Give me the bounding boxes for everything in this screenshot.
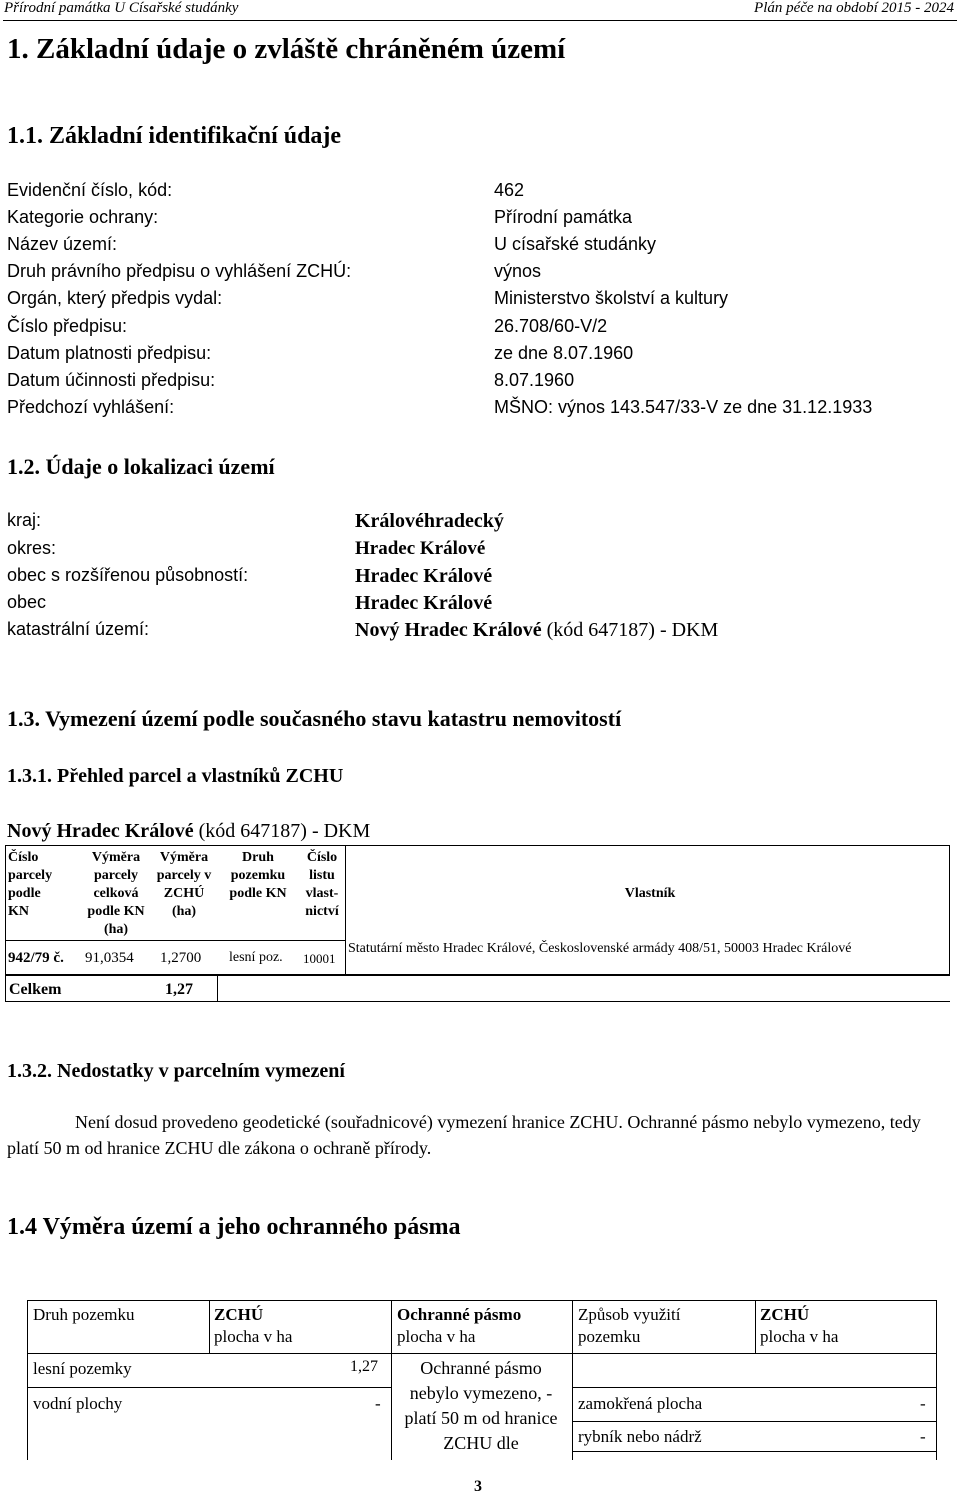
- cadastral-area-heading: [7, 820, 370, 843]
- id-value: 8.07.1960: [494, 370, 575, 390]
- id-label: Datum účinnosti předpisu:: [7, 370, 216, 390]
- id-label: Evidenční číslo, kód:: [7, 180, 173, 200]
- loc-value: Hradec Králové: [355, 538, 486, 559]
- cadastral-area-name: Nový Hradec Králové: [7, 820, 194, 842]
- loc-value: Hradec Králové: [355, 592, 493, 614]
- id-value: U císařské studánky: [494, 234, 657, 254]
- col-header-usage-unit: pozemku: [578, 1327, 641, 1346]
- loc-label: obec s rozšířenou působností:: [7, 565, 249, 585]
- row-forest-label: lesní pozemky: [33, 1359, 132, 1378]
- section-1-1-title: 1.1. Základní identifikační údaje: [7, 123, 342, 149]
- area-table-line: [27, 1387, 391, 1388]
- id-value: MŠNO: výnos 143.547/33-V ze dne 31.12.1933: [494, 397, 873, 417]
- parcel-table-line: [5, 975, 950, 976]
- col-header-zchu-usage-title: ZCHÚ: [760, 1305, 810, 1324]
- section-1-3-1-title: 1.3.1. Přehled parcel a vlastníků ZCHU: [7, 765, 344, 787]
- usage-pond-label: rybník nebo nádrž: [578, 1427, 702, 1446]
- id-value: ze dne 8.07.1960: [494, 343, 634, 363]
- total-label: Celkem: [9, 981, 62, 998]
- col-header-buffer-unit: plocha v ha: [397, 1327, 476, 1346]
- area-table-line: [572, 1451, 937, 1452]
- col-header-zchu-unit: plocha v ha: [214, 1327, 293, 1346]
- cadastral-area-code: (kód 647187) - DKM: [198, 820, 371, 842]
- boundary-deficiency-text: Není dosud provedeno geodetické (souřadnicové) vymezení hranice ZCHU. Ochranné pásmo nebylo vymezeno, tedy platí 50 m od hranice ZCHU dle zákona o ochraně přírody.: [7, 1112, 921, 1158]
- row-forest-value: 1,27: [350, 1358, 378, 1375]
- area-table-line: [936, 1300, 937, 1460]
- loc-label: katastrální území:: [7, 619, 150, 639]
- id-label: Datum platnosti předpisu:: [7, 343, 212, 363]
- parcel-lv-number: 10001: [303, 951, 336, 966]
- id-label: Orgán, který předpis vydal:: [7, 288, 223, 308]
- section-1-title: 1. Základní údaje o zvláště chráněném území: [7, 33, 566, 65]
- area-table-line: [209, 1300, 210, 1354]
- katastr-name: Nový Hradec Králové: [355, 619, 542, 641]
- section-1-2-title: 1.2. Údaje o lokalizaci území: [7, 454, 275, 479]
- col-header-lv-no: Číslo listu vlast- nictví: [305, 850, 339, 919]
- col-header-usage: [578, 1304, 680, 1348]
- header-divider: [3, 20, 957, 21]
- usage-pond-value: -: [920, 1427, 926, 1446]
- parcel-zchu-area: 1,2700: [160, 950, 202, 966]
- parcel-table-line: [345, 845, 346, 975]
- total-value: 1,27: [165, 981, 193, 998]
- loc-label: okres:: [7, 538, 57, 558]
- area-table-line: [572, 1300, 573, 1460]
- id-value: výnos: [494, 261, 542, 281]
- col-header-land-type: Druh pozemku podle KN: [229, 850, 287, 901]
- loc-label: obec: [7, 592, 47, 612]
- header-doc-title: Přírodní památka U Císařské studánky: [4, 0, 239, 16]
- section-1-3-title: 1.3. Vymezení území podle současného stavu katastru nemovitostí: [7, 706, 622, 731]
- col-header-total-area: Výměra parcely celková podle KN (ha): [87, 850, 145, 937]
- area-table-line: [27, 1300, 28, 1460]
- col-header-zchu-usage-unit: plocha v ha: [760, 1327, 839, 1346]
- header-plan-period: Plán péče na období 2015 - 2024: [754, 0, 954, 16]
- katastr-code: (kód 647187) - DKM: [546, 619, 719, 641]
- area-table-line: [755, 1300, 756, 1354]
- usage-wetland-value: -: [920, 1394, 926, 1413]
- loc-value: Královéhradecký: [355, 510, 504, 532]
- col-header-zchu-usage: [760, 1304, 838, 1348]
- id-label: Druh právního předpisu o vyhlášení ZCHÚ:: [7, 261, 352, 281]
- parcel-table-line: [5, 1001, 950, 1002]
- area-table-line: [27, 1353, 937, 1354]
- usage-wetland-label: zamokřená plocha: [578, 1394, 703, 1413]
- parcel-number: 942/79 č.: [8, 950, 64, 966]
- area-table-line: [572, 1387, 937, 1388]
- id-label: Číslo předpisu:: [7, 316, 128, 336]
- id-value: Ministerstvo školství a kultury: [494, 288, 729, 308]
- col-header-usage-title: Způsob využití: [578, 1305, 681, 1324]
- id-label: Předchozí vyhlášení:: [7, 397, 175, 417]
- buffer-zone-note: Ochranné pásmo nebylo vymezeno, - platí 50 m od hranice ZCHU dle: [404, 1358, 558, 1453]
- parcel-table-line: [5, 940, 345, 941]
- area-table-line: [572, 1421, 937, 1422]
- id-value: 462: [494, 180, 525, 200]
- parcel-total-area: 91,0354: [85, 950, 134, 966]
- col-header-parcel-no: Číslo parcely podle KN: [8, 850, 53, 919]
- loc-value: Hradec Králové: [355, 565, 493, 587]
- loc-value-katastr: [355, 619, 718, 642]
- parcel-table-line: [5, 975, 6, 1001]
- col-header-zchu: [214, 1304, 292, 1348]
- col-header-owner: Vlastník: [624, 886, 676, 901]
- col-header-zchu-area: Výměra parcely v ZCHÚ (ha): [156, 850, 212, 919]
- col-header-land-type: Druh pozemku: [33, 1305, 135, 1324]
- section-1-4-title: 1.4 Výměra území a jeho ochranného pásma: [7, 1214, 461, 1240]
- row-water-value: -: [375, 1394, 381, 1413]
- id-label: Název území:: [7, 234, 118, 254]
- area-table-line: [391, 1300, 392, 1460]
- col-header-buffer: [397, 1304, 521, 1348]
- parcel-land-type: lesní poz.: [229, 950, 283, 965]
- parcel-owner: Statutární město Hradec Králové, Československé armády 408/51, 50003 Hradec Králové: [348, 941, 852, 956]
- loc-label: kraj:: [7, 510, 42, 530]
- id-value: Přírodní památka: [494, 207, 633, 227]
- section-1-3-2-title: 1.3.2. Nedostatky v parcelním vymezení: [7, 1060, 345, 1082]
- page-number: 3: [474, 1478, 482, 1495]
- row-water-label: vodní plochy: [33, 1394, 123, 1413]
- parcel-table-line: [217, 975, 218, 1001]
- id-value: 26.708/60-V/2: [494, 316, 608, 336]
- area-table-line: [27, 1300, 937, 1301]
- id-label: Kategorie ochrany:: [7, 207, 159, 227]
- col-header-zchu-title: ZCHÚ: [214, 1305, 264, 1324]
- col-header-buffer-title: Ochranné pásmo: [397, 1305, 522, 1324]
